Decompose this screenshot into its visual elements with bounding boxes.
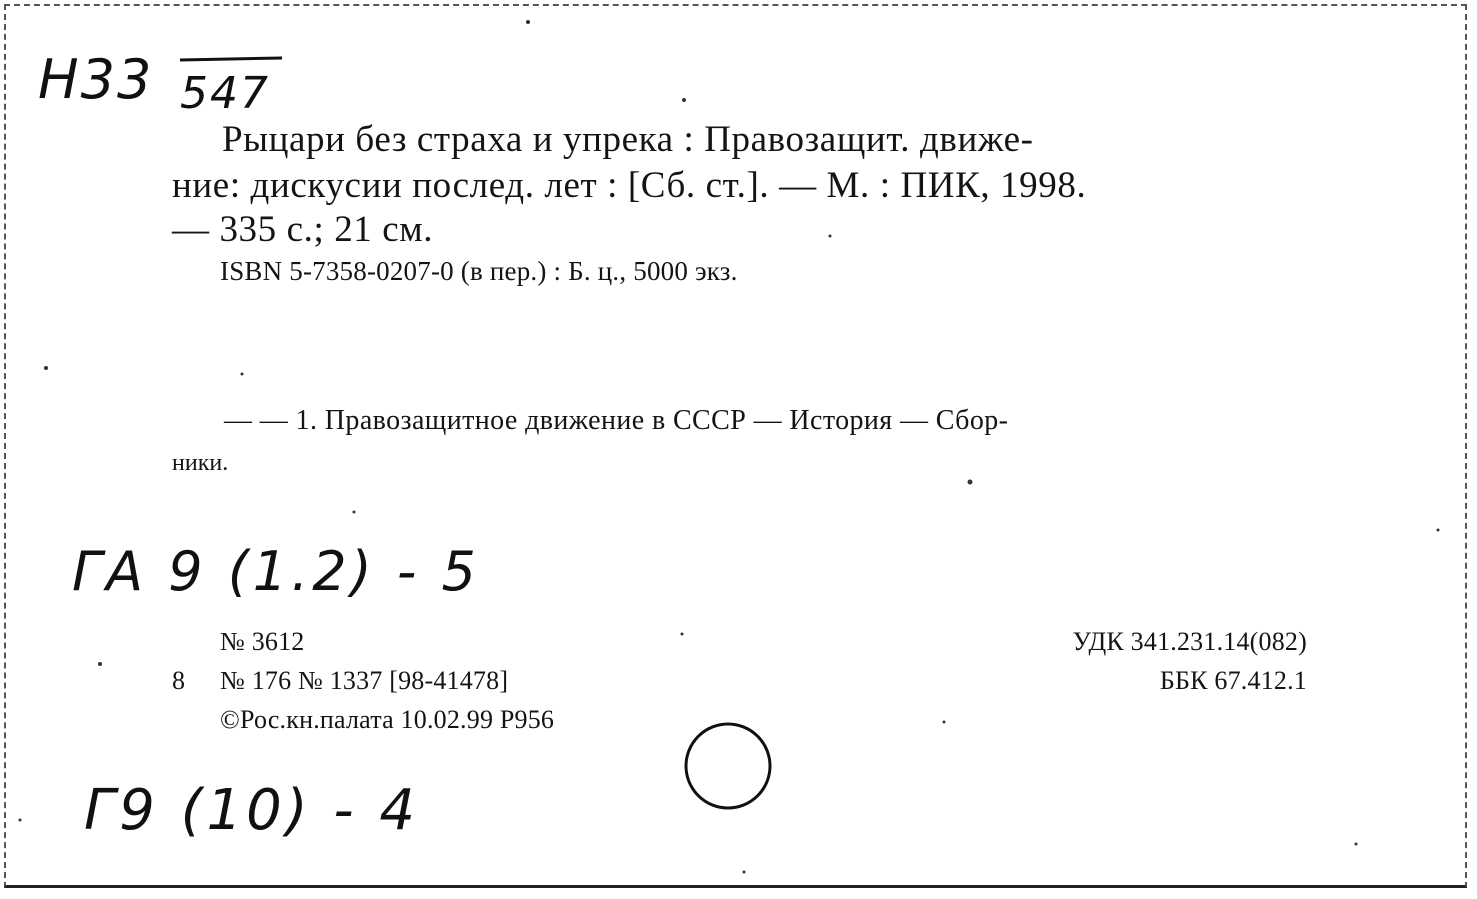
- speck: [241, 373, 244, 376]
- handwritten-call-number-sub: 547: [180, 68, 270, 119]
- subject-heading-line: — — 1. Правозащитное движение в СССР — История — Сбор-: [224, 405, 1009, 436]
- speck: [829, 235, 832, 238]
- registration-number: № 3612: [220, 627, 305, 656]
- udk-code: УДК 341.231.14(082): [1072, 627, 1307, 656]
- book-chamber-line: ©Рос.кн.палата 10.02.99 Р956: [220, 705, 555, 734]
- record-imprint-line: ние: дискусии послед. лет : [Сб. ст.]. — М. : ПИК, 1998.: [172, 165, 1087, 206]
- speck: [1355, 843, 1358, 846]
- speck: [682, 98, 686, 102]
- speck: [743, 871, 746, 874]
- registration-numbers: № 176 № 1337 [98-41478]: [220, 666, 509, 695]
- speck: [526, 20, 530, 24]
- record-extent-line: — 335 с.; 21 см.: [172, 209, 434, 250]
- call-number-overline: [180, 58, 282, 60]
- speck: [44, 366, 48, 370]
- speck: [968, 480, 973, 485]
- speck: [1437, 529, 1440, 532]
- speck: [943, 721, 946, 724]
- registration-prefix: 8: [172, 666, 186, 695]
- isbn-line: ISBN 5-7358-0207-0 (в пер.) : Б. ц., 5000 экз.: [220, 256, 738, 286]
- handwritten-classification-1: ГА 9 (1.2) - 5: [72, 540, 480, 603]
- punch-hole-circle: [686, 724, 770, 808]
- bbk-code: ББК 67.412.1: [1159, 666, 1307, 695]
- handwritten-classification-2: Г9 (10) - 4: [84, 778, 420, 843]
- subject-heading-continuation: ники.: [172, 450, 229, 476]
- handwritten-call-number: Н33: [38, 48, 154, 111]
- speck: [19, 819, 22, 822]
- record-title-line: Рыцари без страха и упрека : Правозащит. движе-: [222, 119, 1034, 160]
- speck: [353, 511, 356, 514]
- speck: [98, 662, 102, 666]
- speck: [681, 633, 684, 636]
